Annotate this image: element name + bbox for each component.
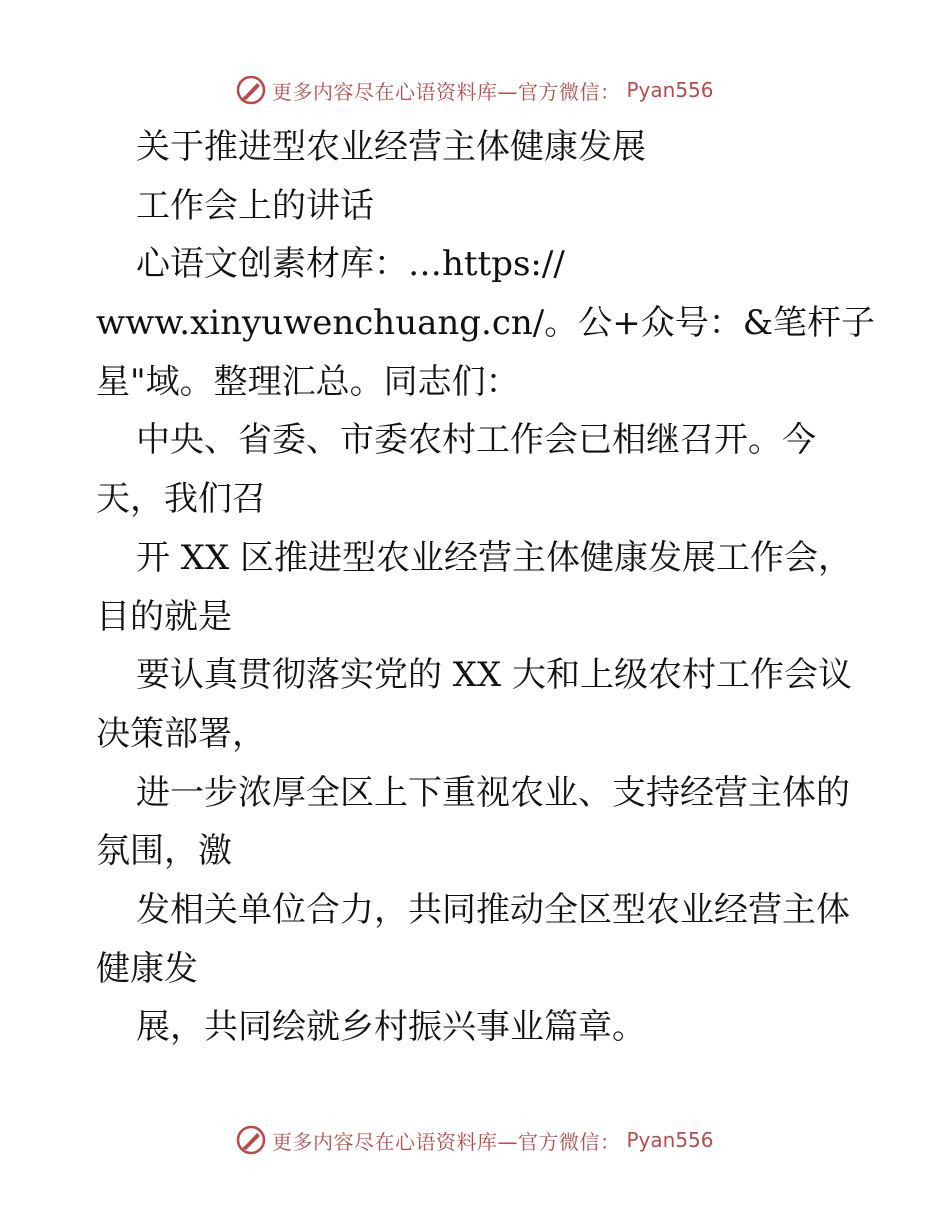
header-watermark-banner	[236, 74, 714, 106]
footer-watermark-banner	[236, 1124, 714, 1156]
watermark-text: 更多内容尽在心语资料库—官方微信：	[272, 79, 621, 104]
paragraph-line: 展，共同绘就乡村振兴事业篇章。	[136, 1007, 646, 1048]
watermark-text: 更多内容尽在心语资料库—官方微信：	[272, 1129, 621, 1154]
greeting-line: 星"域。整理汇总。同志们：	[96, 361, 520, 402]
source-line: 心语文创素材库：…https://	[136, 244, 565, 285]
paragraph-line: 中央、省委、市委农村工作会已相继召开。今	[136, 420, 816, 461]
quill-pen-logo-icon	[236, 75, 266, 105]
paragraph-line: 发相关单位合力，共同推动全区型农业经营主体	[136, 889, 850, 930]
paragraph-line: 开 XX 区推进型农业经营主体健康发展工作会，	[136, 537, 853, 578]
watermark-wechat-handle: Pyan556	[626, 1128, 714, 1152]
document-body	[96, 118, 876, 1057]
title-line-2: 工作会上的讲话	[136, 185, 374, 226]
paragraph-line: 氛围，激	[96, 831, 232, 872]
paragraph-line: 进一步浓厚全区上下重视农业、支持经营主体的	[136, 772, 850, 813]
paragraph-line: 要认真贯彻落实党的 XX 大和上级农村工作会议	[136, 655, 853, 696]
paragraph-line: 目的就是	[96, 596, 232, 637]
paragraph-line: 天，我们召	[96, 479, 266, 520]
paragraph-line: 健康发	[96, 948, 198, 989]
watermark-wechat-handle: Pyan556	[626, 78, 714, 102]
quill-pen-logo-icon	[236, 1125, 266, 1155]
source-url-line: www.xinyuwenchuang.cn/。公+众号：&笔杆子	[96, 303, 875, 344]
title-line-1: 关于推进型农业经营主体健康发展	[136, 127, 646, 167]
paragraph-line: 决策部署，	[96, 713, 266, 754]
